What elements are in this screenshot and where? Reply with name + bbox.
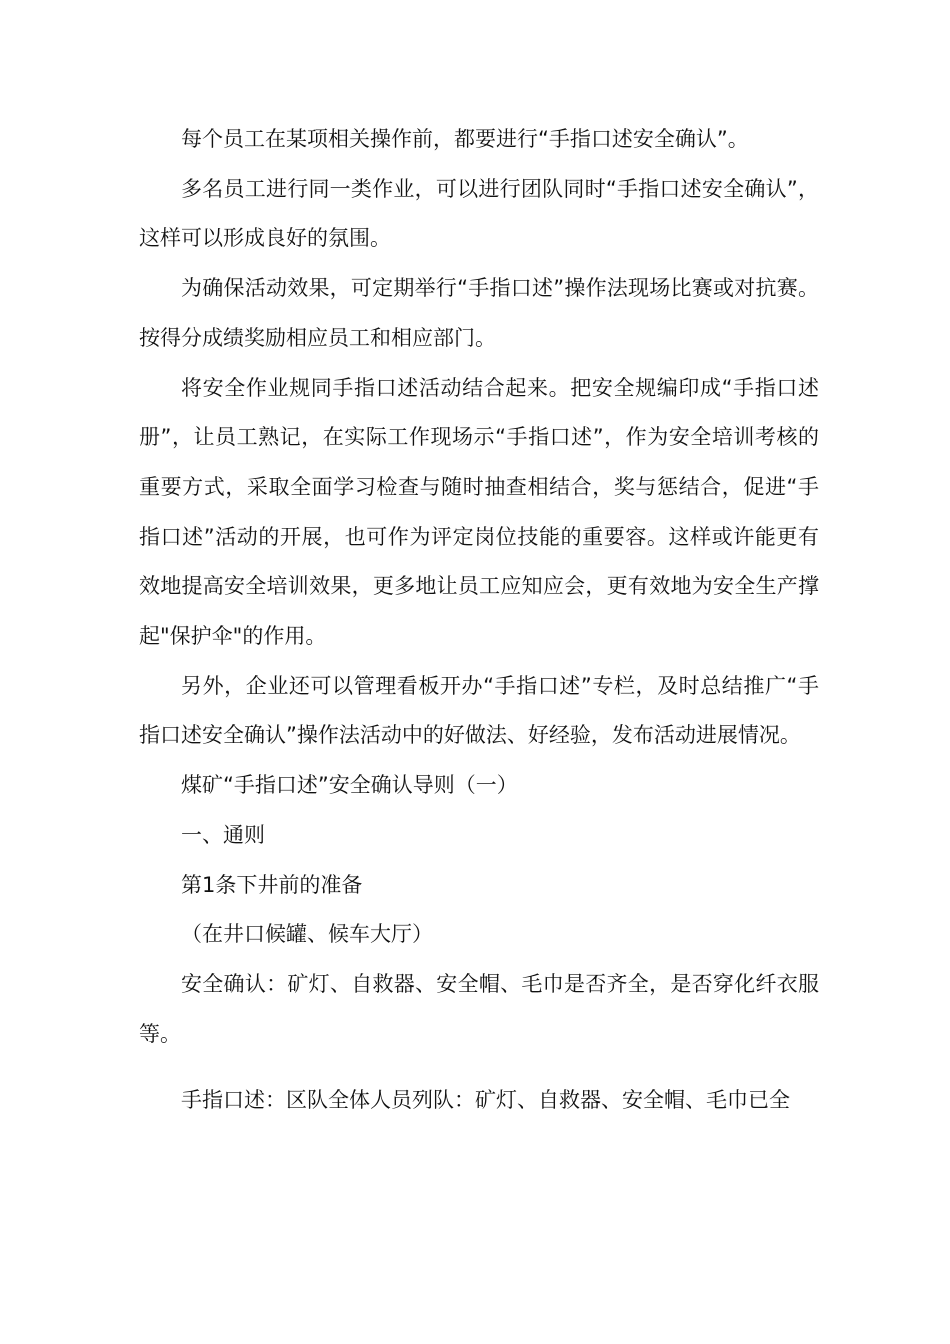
location-note: （在井口候罐、候车大厅） xyxy=(181,922,433,947)
paragraph-5: 另外，企业还可以管理看板开办“手指口述”专栏，及时总结推广“手指口述安全确认”操作法活动中的好做法、好经验，发布活动进展情况。 xyxy=(139,673,819,748)
paragraph-1: 每个员工在某项相关操作前，都要进行“手指口述安全确认”。 xyxy=(181,127,749,151)
document-body xyxy=(139,115,819,1126)
paragraph-3: 为确保活动效果，可定期举行“手指口述”操作法现场比赛或对抗赛。按得分成绩奖励相应员工和相应部门。 xyxy=(139,276,819,350)
article-heading: 第1条下井前的准备 xyxy=(181,872,363,897)
section-title: 煤矿“手指口述”安全确认导则（一） xyxy=(181,773,518,798)
paragraph-2: 多名员工进行同一类作业，可以进行团队同时“手指口述安全确认”，这样可以形成良好的氛围。 xyxy=(139,176,819,251)
safety-confirmation: 安全确认：矿灯、自救器、安全帽、毛巾是否齐全，是否穿化纤衣服等。 xyxy=(139,971,819,1046)
finger-pointing-statement: 手指口述：区队全体人员列队：矿灯、自救器、安全帽、毛巾已全 xyxy=(181,1088,790,1113)
chapter-heading: 一、通则 xyxy=(181,822,265,847)
paragraph-4: 将安全作业规同手指口述活动结合起来。把安全规编印成“手指口述册”，让员工熟记，在实际工作现场示“手指口述”，作为安全培训考核的重要方式，采取全面学习检查与随时抽查相结合，奖与惩结合，促进“手指口述”活动的开展，也可作为评定岗位技能的重要容。这样或许能更有效地提高安全培训效果，更多地让员工应知应会，更有效地为安全生产撑起"保护伞"的作用。 xyxy=(139,375,819,649)
